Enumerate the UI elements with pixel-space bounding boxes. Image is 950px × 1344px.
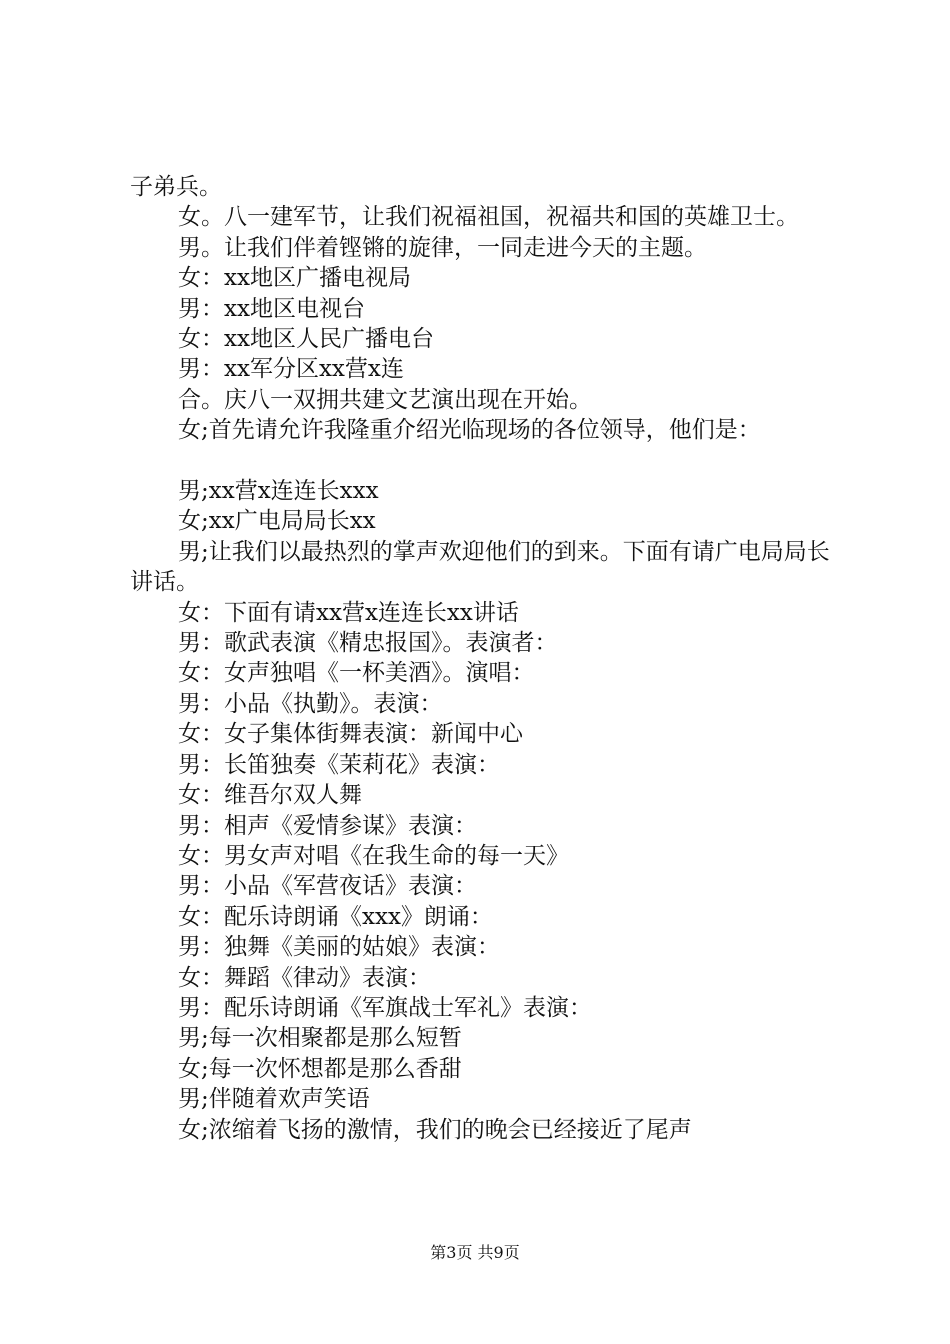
page-number: 第3页 共9页 xyxy=(430,1243,520,1262)
paragraph: 女：女声独唱《一杯美酒》。演唱： xyxy=(178,660,535,687)
paragraph: 女;浓缩着飞扬的激情，我们的晚会已经接近了尾声 xyxy=(178,1116,692,1143)
paragraph: 女;每一次怀想都是那么香甜 xyxy=(178,1055,462,1082)
page-footer xyxy=(0,1243,950,1263)
blank-line xyxy=(130,446,830,476)
paragraph: 合。庆八一双拥共建文艺演出现在开始。 xyxy=(178,386,592,413)
paragraph: 男：xx军分区xx营x连 xyxy=(178,356,404,383)
paragraph: 女。八一建军节，让我们祝福祖国，祝福共和国的英雄卫士。 xyxy=(178,204,799,231)
paragraph: 男：小品《执勤》。表演： xyxy=(178,690,443,717)
paragraph: 男：长笛独奏《茉莉花》表演： xyxy=(178,751,500,778)
paragraph: 男;让我们以最热烈的掌声欢迎他们的到来。下面有请广电局局长讲话。 xyxy=(130,538,830,596)
paragraph: 女：下面有请xx营x连连长xx讲话 xyxy=(178,599,519,626)
paragraph: 女：舞蹈《律动》表演： xyxy=(178,964,431,991)
paragraph: 男：配乐诗朗诵《军旗战士军礼》表演： xyxy=(178,994,592,1021)
paragraph: 女：女子集体街舞表演：新闻中心 xyxy=(178,721,523,748)
paragraph: 女：配乐诗朗诵《xxx》朗诵： xyxy=(178,903,493,930)
paragraph: 男;每一次相聚都是那么短暂 xyxy=(178,1025,462,1052)
paragraph: 女：xx地区人民广播电台 xyxy=(178,326,434,353)
paragraph: 女;xx广电局局长xx xyxy=(178,508,376,535)
paragraph: 男：歌武表演《精忠报国》。表演者： xyxy=(178,630,558,657)
paragraph: 女：维吾尔双人舞 xyxy=(178,782,362,809)
paragraph: 男。让我们伴着铿锵的旋律，一同走进今天的主题。 xyxy=(178,234,707,261)
paragraph: 女;首先请允许我隆重介绍光临现场的各位领导，他们是： xyxy=(178,417,761,444)
paragraph: 男;伴随着欢声笑语 xyxy=(178,1086,370,1113)
paragraph: 女：男女声对唱《在我生命的每一天》 xyxy=(178,842,569,869)
paragraph: 男：xx地区电视台 xyxy=(178,295,365,322)
paragraph: 男：相声《爱情参谋》表演： xyxy=(178,812,477,839)
paragraph: 女：xx地区广播电视局 xyxy=(178,265,411,292)
paragraph-continuation: 子弟兵。 xyxy=(130,174,222,200)
paragraph: 男：独舞《美丽的姑娘》表演： xyxy=(178,934,500,961)
paragraph: 男;xx营x连连长xxx xyxy=(178,478,379,505)
paragraph: 男：小品《军营夜话》表演： xyxy=(178,873,477,900)
document-body xyxy=(130,172,830,1145)
